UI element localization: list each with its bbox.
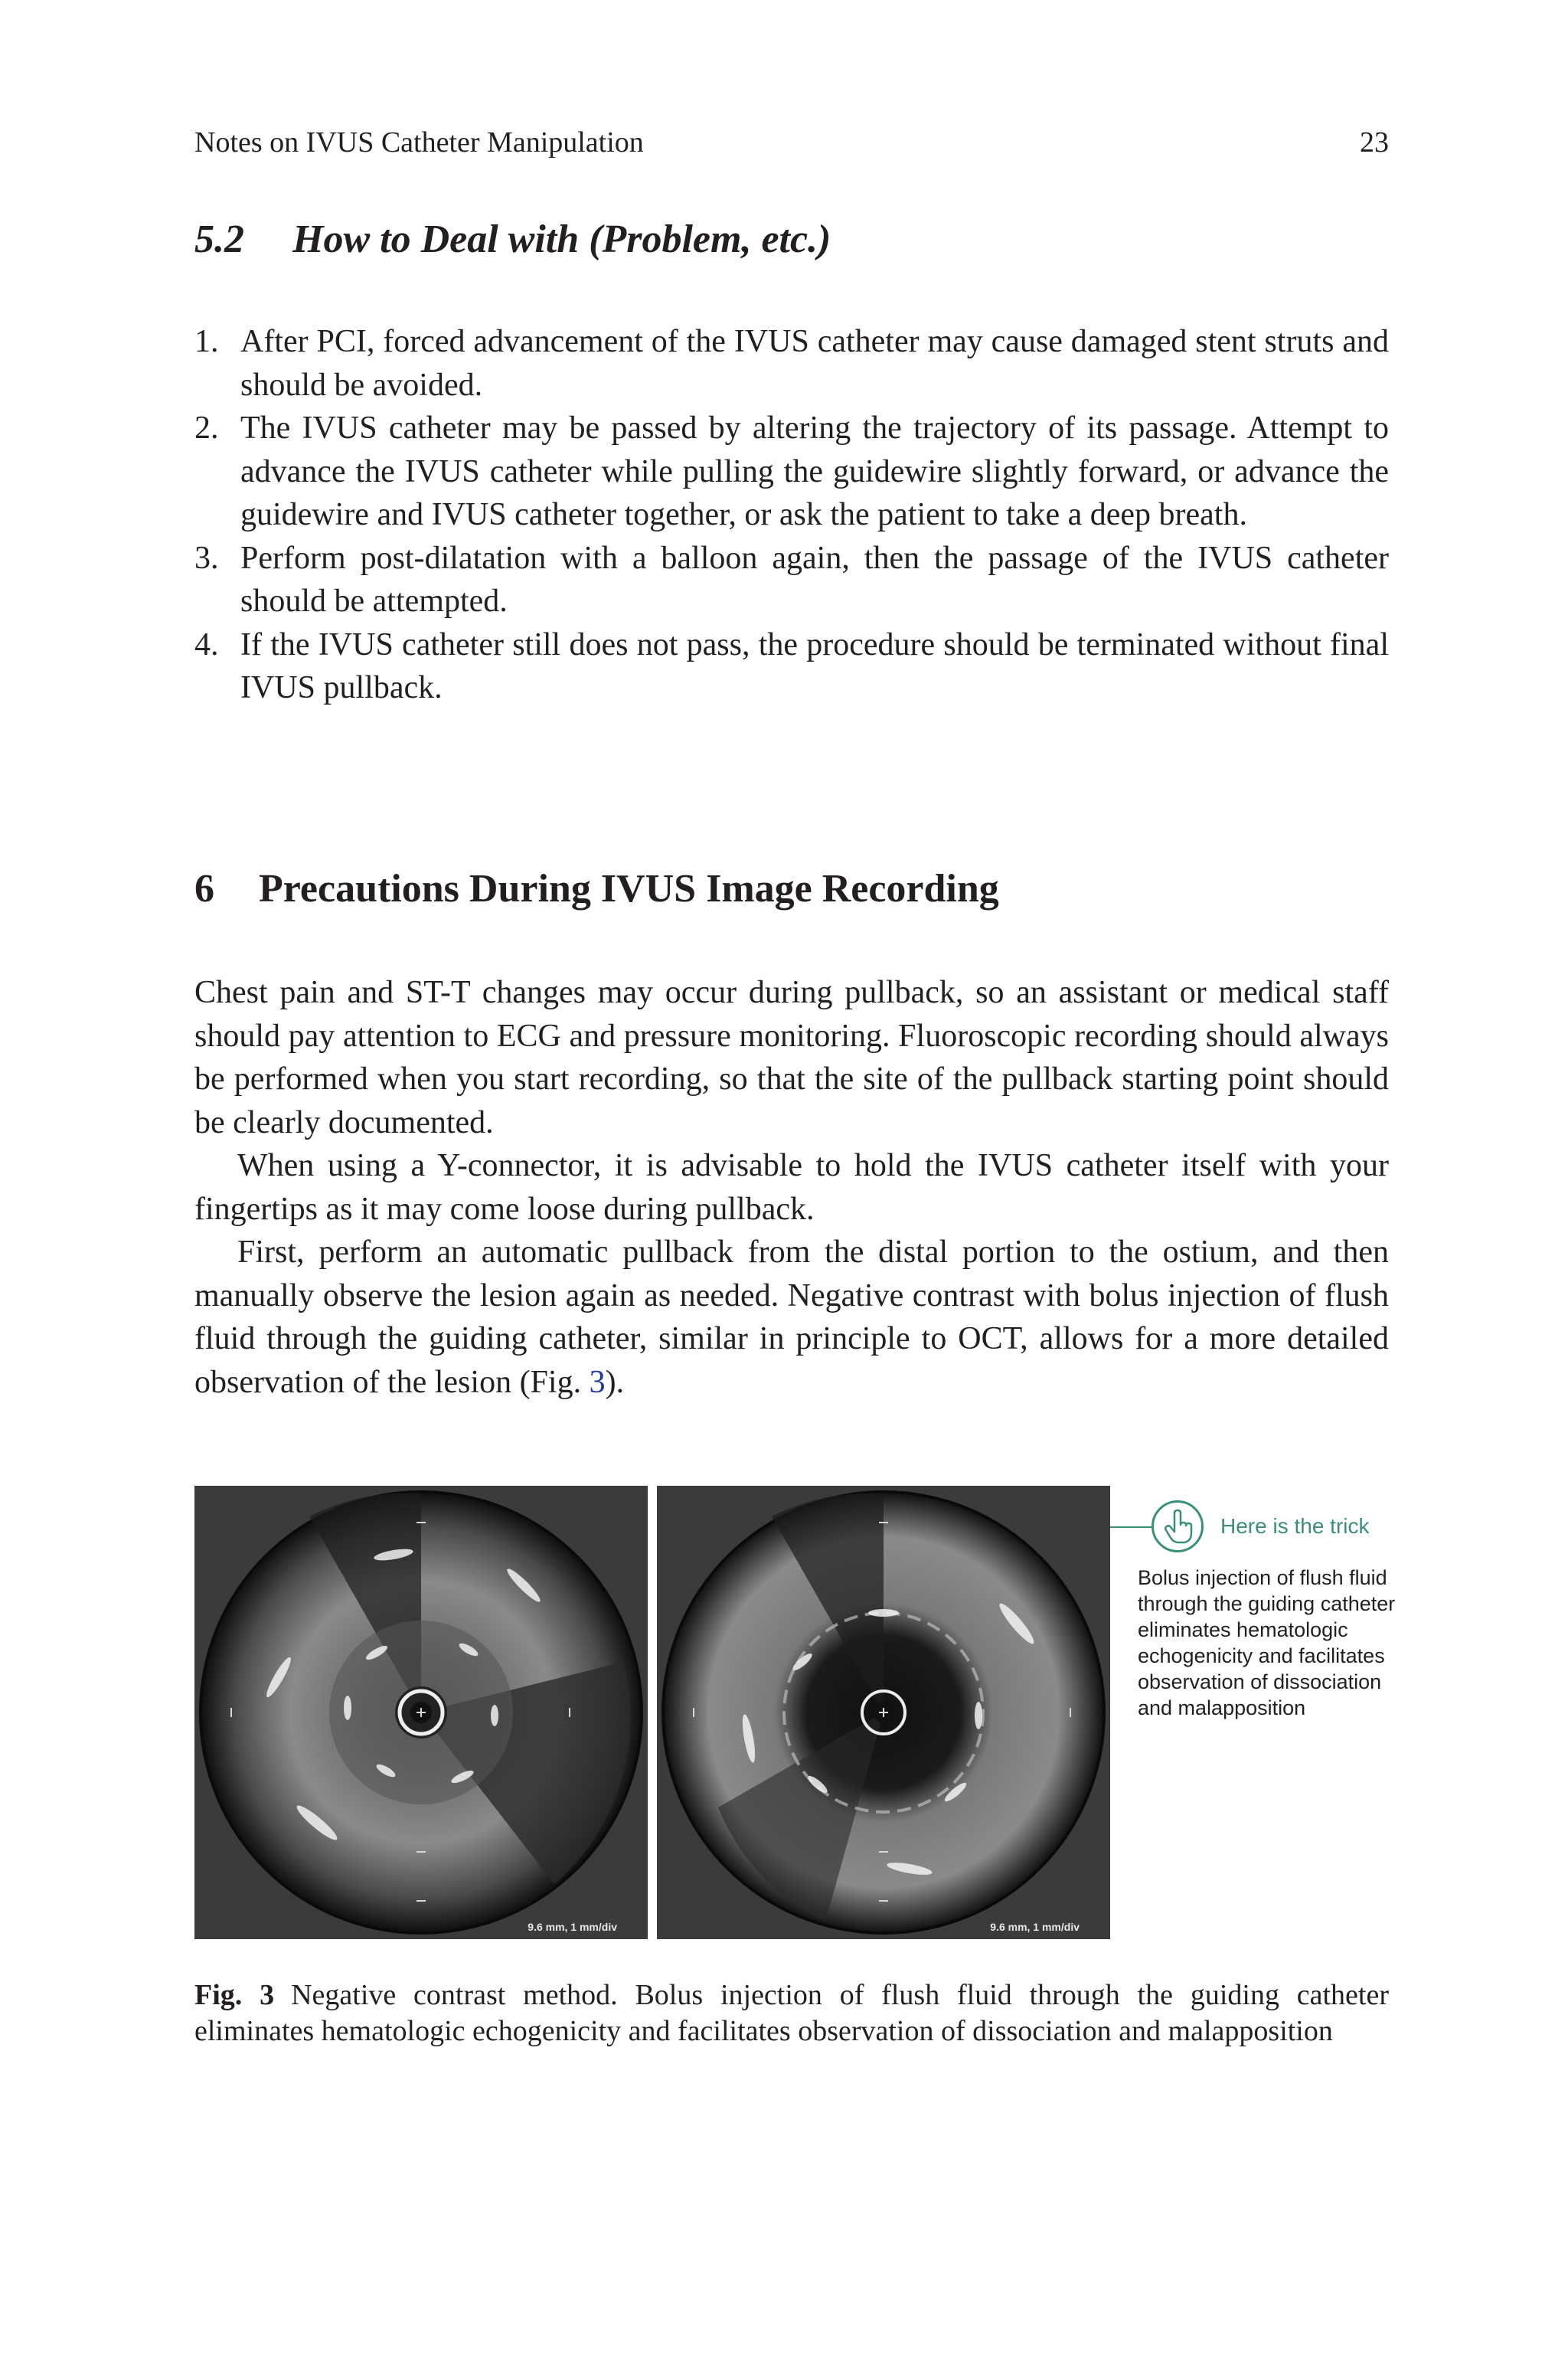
paragraph-text: First, perform an automatic pullback from the distal portion to the ostium, and then manually observe the lesion again as needed. Negative contrast with bolus injection of flush fluid through the guiding catheter, similar in principle to OCT, allows for a more detailed observation of the lesion (Fig. <box>194 1235 1389 1400</box>
figure-caption <box>194 1977 1389 2049</box>
list-number: 3. <box>194 540 219 576</box>
caption-label: Fig. 3 <box>194 1979 275 2011</box>
problem-list <box>194 320 1389 710</box>
list-number: 1. <box>194 324 219 359</box>
list-text: Perform post-dilatation with a balloon again, then the passage of the IVUS catheter should be attempted. <box>240 540 1389 619</box>
paragraph: Chest pain and ST-T changes may occur during pullback, so an assistant or medical staff should pay attention to ECG and pressure monitoring. Fluoroscopic recording should always be performed when you start recording, so that the site of the pullback starting point should be clearly documented. <box>194 975 1389 1140</box>
ivus-scan-graphic <box>657 1486 1110 1939</box>
running-title: Notes on IVUS Catheter Manipulation <box>194 126 644 159</box>
hand-pointer-icon <box>1152 1500 1204 1552</box>
callout-connector-line <box>1110 1526 1152 1528</box>
section-body <box>194 971 1389 1404</box>
section-number: 6 <box>194 867 214 911</box>
list-text: If the IVUS catheter still does not pass, the procedure should be terminated without final IVUS pullback. <box>240 626 1389 705</box>
caption-text: Negative contrast method. Bolus injection of flush fluid through the guiding catheter eliminates hematologic echogenicity and facilitates observation of dissociation and malapposition <box>194 1979 1389 2047</box>
scale-label: 9.6 mm, 1 mm/div <box>528 1921 617 1933</box>
trick-callout <box>1110 1497 1401 1721</box>
list-text: After PCI, forced advancement of the IVUS catheter may cause damaged stent struts and should be avoided. <box>240 324 1389 403</box>
section-title: Precautions During IVUS Image Recording <box>259 867 999 911</box>
ivus-scan-graphic <box>194 1486 648 1939</box>
paragraph: When using a Y-connector, it is advisable to hold the IVUS catheter itself with your fingertips as it may come loose during pullback. <box>194 1148 1389 1227</box>
scale-label: 9.6 mm, 1 mm/div <box>990 1921 1080 1933</box>
list-number: 2. <box>194 411 219 446</box>
list-number: 4. <box>194 626 219 662</box>
ivus-image-after <box>657 1486 1110 1939</box>
section-heading-6 <box>194 862 999 916</box>
page-number: 23 <box>1360 126 1389 159</box>
section-number: 5.2 <box>194 218 244 261</box>
list-item <box>194 537 1389 623</box>
section-heading-5-2 <box>194 213 831 267</box>
trick-title: Here is the trick <box>1220 1514 1370 1538</box>
trick-header <box>1110 1497 1401 1555</box>
ivus-image-before <box>194 1486 648 1939</box>
list-item <box>194 320 1389 407</box>
trick-text: Bolus injection of flush fluid through the guiding catheter eliminates hematologic echogenicity and facilitates observation of dissociation and malapposition <box>1138 1566 1396 1719</box>
list-text: The IVUS catheter may be passed by altering the trajectory of its passage. Attempt to advance the IVUS catheter while pulling the guidewire slightly forward, or advance the guidewire and IVUS catheter together, or ask the patient to take a deep breath. <box>240 411 1389 532</box>
paragraph <box>194 1231 1389 1404</box>
section-title: How to Deal with (Problem, etc.) <box>292 218 831 261</box>
figure-link[interactable]: 3 <box>589 1364 606 1400</box>
paragraph-text-end: ). <box>605 1364 625 1400</box>
list-item <box>194 623 1389 710</box>
list-item <box>194 407 1389 537</box>
running-header <box>194 124 1389 161</box>
